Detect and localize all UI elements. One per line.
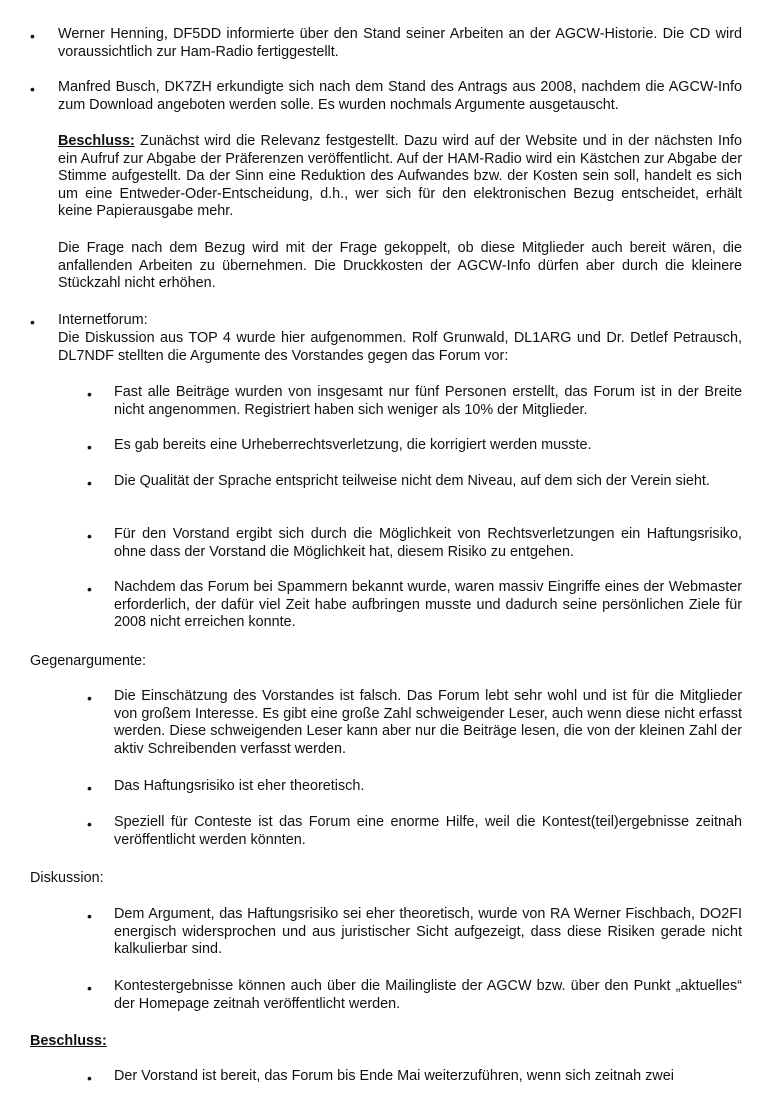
bullet: •: [87, 581, 92, 597]
beschluss2-item: Der Vorstand ist bereit, das Forum bis Ende Mai weiterzuführen, wenn sich zeitnah zwei: [114, 1068, 674, 1084]
frage-paragraph: Die Frage nach dem Bezug wird mit der Frage gekoppelt, ob diese Mitglieder auch bereit wären, die anfallenden Arbeiten zu übernehmen. Die Druckkosten der AGCW-Info dürfen aber durch die kleinere Stückzahl nicht erhöhen.: [58, 240, 742, 291]
bullet: •: [87, 439, 92, 455]
item-henning: Werner Henning, DF5DD informierte über den Stand seiner Arbeiten an der AGCW-Historie. Die CD wird voraussichtlich zur Ham-Radio fertiggestellt.: [58, 26, 742, 60]
gegen-title: Gegenargumente:: [30, 653, 147, 669]
diskussion-item: Kontestergebnisse können auch über die Mailingliste der AGCW bzw. über den Punkt „aktuelles“ der Homepage zeitnah veröffentlicht werden.: [114, 978, 742, 1012]
beschluss-label: Beschluss:: [58, 133, 135, 149]
bullet: •: [87, 528, 92, 544]
gegen-item: Die Einschätzung des Vorstandes ist falsch. Das Forum lebt sehr wohl und ist für die Mitglieder von großem Interesse. Es gibt eine große Zahl schweigender Leser, auch wenn diese nicht erfasst werden. Diese schweigenden Leser kann aber nur die Beiträge lesen, die von der kleinen Zahl der aktiv Schreibenden verfasst werden.: [114, 688, 742, 757]
forum-argument: Für den Vorstand ergibt sich durch die Möglichkeit von Rechtsverletzungen ein Haftungsrisiko, ohne dass der Vorstand die Möglichkeit hat, diesem Risiko zu entgehen.: [114, 526, 742, 560]
forum-argument: Die Qualität der Sprache entspricht teilweise nicht dem Niveau, auf dem sich der Verein sieht.: [114, 473, 710, 489]
forum-title: Internetforum:: [58, 312, 148, 328]
bullet: •: [30, 81, 35, 97]
bullet: •: [87, 780, 92, 796]
beschluss-paragraph: [58, 133, 742, 221]
forum-intro: Die Diskussion aus TOP 4 wurde hier aufgenommen. Rolf Grunwald, DL1ARG und Dr. Detlef Petrausch, DL7NDF stellten die Argumente des Vorstandes gegen das Forum vor:: [58, 330, 742, 364]
bullet: •: [87, 1070, 92, 1086]
bullet: •: [87, 908, 92, 924]
forum-argument: Fast alle Beiträge wurden von insgesamt nur fünf Personen erstellt, das Forum ist in der Breite nicht angenommen. Registriert haben sich weniger als 10% der Mitglieder.: [114, 384, 742, 418]
bullet: •: [87, 475, 92, 491]
bullet: •: [30, 314, 35, 330]
diskussion-title: Diskussion:: [30, 870, 104, 886]
bullet: •: [87, 980, 92, 996]
forum-argument: Nachdem das Forum bei Spammern bekannt wurde, waren massiv Eingriffe eines der Webmaster erforderlich, der dafür viel Zeit habe aufbringen musste und dadurch seine persönlichen Ziele für 2008 nicht erreichen konnte.: [114, 579, 742, 630]
beschluss2-label: Beschluss:: [30, 1033, 107, 1049]
gegen-item: Speziell für Conteste ist das Forum eine enorme Hilfe, weil die Kontest(teil)ergebnisse zeitnah veröffentlicht werden könnten.: [114, 814, 742, 848]
bullet: •: [30, 28, 35, 44]
item-busch: Manfred Busch, DK7ZH erkundigte sich nach dem Stand des Antrags aus 2008, nachdem die AGCW-Info zum Download angeboten werden solle. Es wurden nochmals Argumente ausgetauscht.: [58, 79, 742, 113]
diskussion-item: Dem Argument, das Haftungsrisiko sei eher theoretisch, wurde von RA Werner Fischbach, DO2FI energisch widersprochen und aus juristischer Sicht aufgezeigt, dass diese Risiken gerade nicht kalkulierbar sind.: [114, 906, 742, 957]
forum-argument: Es gab bereits eine Urheberrechtsverletzung, die korrigiert werden musste.: [114, 437, 592, 453]
bullet: •: [87, 386, 92, 402]
bullet: •: [87, 690, 92, 706]
gegen-item: Das Haftungsrisiko ist eher theoretisch.: [114, 778, 365, 794]
beschluss-text: Zunächst wird die Relevanz festgestellt. Dazu wird auf der Website und in der nächsten Info ein Aufruf zur Abgabe der Präferenzen veröffentlicht. Auf der HAM-Radio wird ein Kästchen zur Abgabe der Stimme aufgestellt. Da der Sinn eine Reduktion des Aufwandes bzw. der Kosten sein soll, handelt es sich um eine Entweder-Oder-Entscheidung, d.h., wer sich für den elektronischen Bezug entscheidet, erhält keine Papierausgabe mehr.: [58, 133, 742, 219]
bullet: •: [87, 816, 92, 832]
